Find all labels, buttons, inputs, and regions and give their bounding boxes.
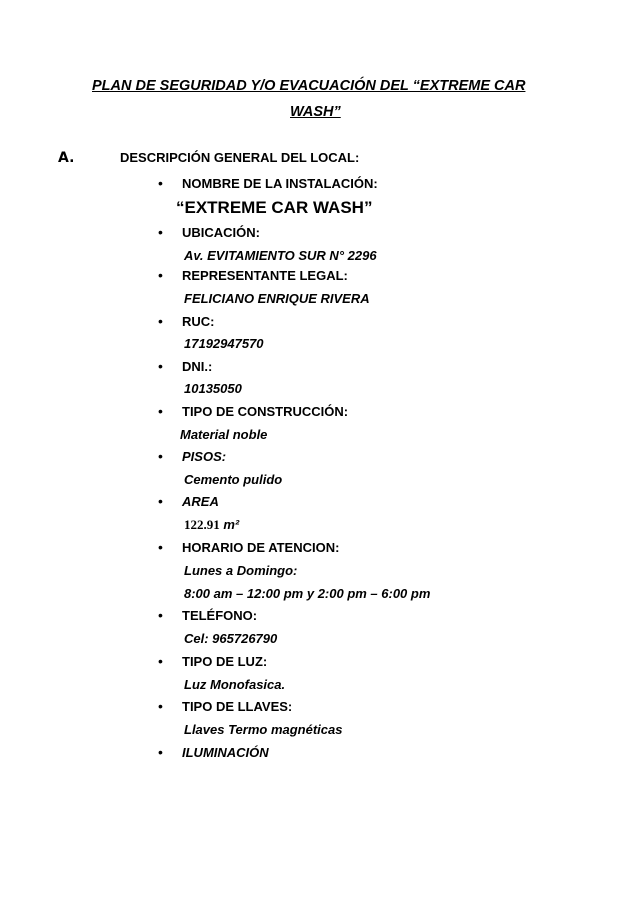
value-horario-days: Lunes a Domingo: bbox=[184, 563, 298, 578]
bullet-icon: • bbox=[158, 653, 163, 669]
label-luz: TIPO DE LUZ: bbox=[182, 654, 268, 669]
bullet-icon: • bbox=[158, 539, 163, 555]
bullet-icon: • bbox=[158, 698, 163, 714]
value-representante: FELICIANO ENRIQUE RIVERA bbox=[184, 291, 370, 306]
label-dni: DNI.: bbox=[182, 359, 213, 374]
value-area bbox=[184, 517, 239, 533]
label-llaves: TIPO DE LLAVES: bbox=[182, 699, 293, 714]
label-iluminacion: ILUMINACIÓN bbox=[182, 745, 269, 760]
bullet-icon: • bbox=[158, 175, 163, 191]
value-dni: 10135050 bbox=[184, 381, 242, 396]
value-nombre: “EXTREME CAR WASH” bbox=[176, 198, 373, 217]
label-representante: REPRESENTANTE LEGAL: bbox=[182, 268, 348, 283]
value-telefono: Cel: 965726790 bbox=[184, 631, 278, 646]
label-area: AREA bbox=[182, 494, 219, 509]
bullet-icon: • bbox=[158, 448, 163, 464]
document-title-line-1: PLAN DE SEGURIDAD Y/O EVACUACIÓN DEL “EXTREME CAR bbox=[92, 78, 526, 94]
bullet-icon: • bbox=[158, 403, 163, 419]
document-title-line-2: WASH” bbox=[290, 104, 341, 120]
label-pisos: PISOS: bbox=[182, 449, 227, 464]
label-horario: HORARIO DE ATENCION: bbox=[182, 540, 340, 555]
value-pisos: Cemento pulido bbox=[184, 472, 283, 487]
bullet-icon: • bbox=[158, 493, 163, 509]
value-horario-hours: 8:00 am – 12:00 pm y 2:00 pm – 6:00 pm bbox=[184, 586, 431, 601]
bullet-icon: • bbox=[158, 744, 163, 760]
label-construccion: TIPO DE CONSTRUCCIÓN: bbox=[182, 404, 349, 419]
value-ruc: 17192947570 bbox=[184, 336, 264, 351]
area-number: 122.91 bbox=[184, 517, 220, 532]
bullet-icon: • bbox=[158, 224, 163, 240]
label-ruc: RUC: bbox=[182, 314, 215, 329]
bullet-icon: • bbox=[158, 267, 163, 283]
value-construccion: Material noble bbox=[180, 427, 268, 442]
bullet-icon: • bbox=[158, 313, 163, 329]
label-ubicacion: UBICACIÓN: bbox=[182, 225, 260, 240]
label-telefono: TELÉFONO: bbox=[182, 608, 258, 623]
label-nombre: NOMBRE DE LA INSTALACIÓN: bbox=[182, 176, 378, 191]
value-llaves: Llaves Termo magnéticas bbox=[184, 722, 343, 737]
value-luz: Luz Monofasica. bbox=[184, 677, 286, 692]
area-unit: m² bbox=[223, 517, 240, 532]
section-title: DESCRIPCIÓN GENERAL DEL LOCAL: bbox=[120, 150, 360, 165]
value-ubicacion: Av. EVITAMIENTO SUR N° 2296 bbox=[184, 248, 377, 263]
section-letter: A. bbox=[58, 150, 75, 166]
bullet-icon: • bbox=[158, 607, 163, 623]
bullet-icon: • bbox=[158, 358, 163, 374]
